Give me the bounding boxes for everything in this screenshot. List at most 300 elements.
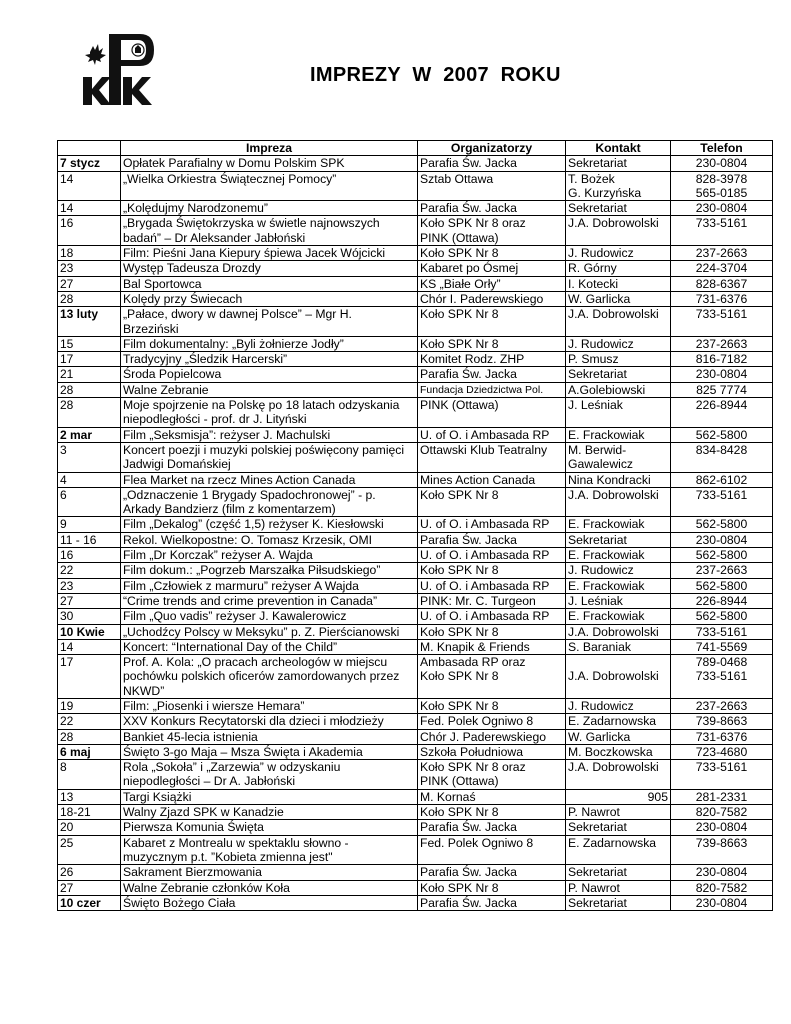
event-organizer	[418, 216, 566, 246]
event-name-line: Walne Zebranie	[123, 382, 209, 397]
phone-line: 224-3704	[695, 261, 748, 276]
phone-line: 825 7774	[696, 382, 747, 397]
event-name-line: „Uchodźcy Polscy w Meksyku” p. Z. Pierścianowski	[123, 624, 400, 639]
event-name-line: Brzeziński	[123, 321, 179, 336]
event-name-line: Film: „Piosenki i wiersze Hemara”	[123, 698, 305, 713]
event-date: 14	[58, 171, 121, 201]
event-organizer	[418, 307, 566, 337]
event-phone	[671, 367, 773, 382]
event-organizer	[418, 291, 566, 306]
event-name	[121, 307, 418, 337]
table-row	[58, 609, 773, 624]
phone-line: 739-8663	[695, 835, 748, 850]
table-row	[58, 382, 773, 397]
event-phone	[671, 805, 773, 820]
phone-line: 733-5161	[695, 624, 748, 639]
table-row	[58, 760, 773, 790]
event-name-line: Bankiet 45-lecia istnienia	[123, 729, 258, 744]
event-contact	[566, 276, 671, 291]
event-date: 2 mar	[58, 427, 121, 442]
organizer-line: Sztab Ottawa	[420, 171, 494, 186]
organizer-line: Koło SPK Nr 8 oraz	[420, 216, 526, 231]
event-phone	[671, 895, 773, 910]
table-row	[58, 487, 773, 517]
event-contact	[566, 487, 671, 517]
event-name-line: Walny Zjazd SPK w Kanadzie	[123, 805, 284, 820]
event-phone	[671, 609, 773, 624]
event-contact	[566, 216, 671, 246]
table-row	[58, 744, 773, 759]
event-phone	[671, 472, 773, 487]
organizer-line: PINK (Ottawa)	[420, 774, 499, 789]
event-phone	[671, 865, 773, 880]
organizer-line: Koło SPK Nr 8	[420, 669, 499, 684]
event-name-line: Film: Pieśni Jana Kiepury śpiewa Jacek Wójcicki	[123, 246, 386, 261]
table-row	[58, 789, 773, 804]
organizer-line: Fed. Polek Ogniwo 8	[420, 835, 534, 850]
column-header-organizers: Organizatorzy	[418, 141, 566, 156]
event-name-line: Jadwigi Domańskiej	[123, 457, 231, 472]
event-name-line: Pierwsza Komunia Święta	[123, 820, 264, 835]
table-row	[58, 276, 773, 291]
event-phone	[671, 835, 773, 865]
event-date: 25	[58, 835, 121, 865]
event-phone	[671, 352, 773, 367]
event-date: 26	[58, 865, 121, 880]
event-date: 13 luty	[58, 307, 121, 337]
event-date: 13	[58, 789, 121, 804]
event-date: 22	[58, 714, 121, 729]
organizer-line: U. of O. i Ambasada RP	[420, 427, 550, 442]
event-date: 16	[58, 548, 121, 563]
contact-line: J.A. Dobrowolski	[568, 307, 659, 322]
event-contact	[566, 760, 671, 790]
contact-line: Sekretariat	[568, 156, 627, 171]
event-name	[121, 276, 418, 291]
contact-line: J.A. Dobrowolski	[568, 487, 659, 502]
event-phone	[671, 427, 773, 442]
phone-line: 230-0804	[695, 895, 748, 910]
organizer-line: M. Knapik & Friends	[420, 639, 530, 654]
table-row	[58, 865, 773, 880]
event-phone	[671, 517, 773, 532]
contact-line: J.A. Dobrowolski	[568, 760, 659, 775]
event-organizer	[418, 427, 566, 442]
event-name-line: Targi Książki	[123, 789, 192, 804]
event-contact	[566, 367, 671, 382]
event-contact	[566, 201, 671, 216]
organizer-line: Chór J. Paderewskiego	[420, 729, 546, 744]
contact-line: M. Berwid-	[568, 442, 627, 457]
organizer-line: PINK: Mr. C. Turgeon	[420, 593, 536, 608]
event-date: 23	[58, 578, 121, 593]
event-name	[121, 427, 418, 442]
phone-line: 226-8944	[695, 593, 748, 608]
phone-line: 562-5800	[695, 548, 748, 563]
event-phone	[671, 760, 773, 790]
table-row	[58, 367, 773, 382]
event-organizer	[418, 352, 566, 367]
event-name	[121, 880, 418, 895]
organizer-line: Koło SPK Nr 8	[420, 624, 499, 639]
event-name	[121, 216, 418, 246]
table-row	[58, 835, 773, 865]
event-organizer	[418, 382, 566, 397]
contact-line: I. Kotecki	[568, 276, 619, 291]
event-contact	[566, 593, 671, 608]
phone-line: 731-6376	[695, 291, 748, 306]
phone-line: 733-5161	[695, 307, 748, 322]
event-name-line: Tradycyjny „Śledzik Harcerski”	[123, 352, 288, 367]
table-row	[58, 517, 773, 532]
event-contact	[566, 805, 671, 820]
event-organizer	[418, 532, 566, 547]
contact-line	[568, 655, 668, 669]
organizer-line: Koło SPK Nr 8	[420, 805, 499, 820]
table-row	[58, 261, 773, 276]
event-name	[121, 655, 418, 699]
column-header-phone: Telefon	[671, 141, 773, 156]
event-contact	[566, 880, 671, 895]
event-contact	[566, 698, 671, 713]
event-organizer	[418, 593, 566, 608]
event-name-line: XXV Konkurs Recytatorski dla dzieci i młodzieży	[123, 714, 384, 729]
organizer-line: U. of O. i Ambasada RP	[420, 517, 550, 532]
event-contact	[566, 835, 671, 865]
contact-line: Sekretariat	[568, 367, 627, 382]
event-organizer	[418, 820, 566, 835]
event-name-line: Kolędy przy Świecach	[123, 291, 243, 306]
event-contact	[566, 655, 671, 699]
event-name	[121, 352, 418, 367]
event-name-line: Film „Człowiek z marmuru” reżyser A Wajda	[123, 578, 359, 593]
event-contact	[566, 532, 671, 547]
event-name-line: Koncert: “International Day of the Child”	[123, 639, 338, 654]
event-organizer	[418, 442, 566, 472]
table-row	[58, 307, 773, 337]
table-row	[58, 246, 773, 261]
contact-line: J.A. Dobrowolski	[568, 216, 659, 231]
event-name-line: Święto 3-go Maja – Msza Święta i Akademia	[123, 744, 363, 759]
event-organizer	[418, 698, 566, 713]
event-date: 6	[58, 487, 121, 517]
column-header-date	[58, 141, 121, 156]
contact-line: S. Baraniak	[568, 639, 632, 654]
event-date: 10 Kwie	[58, 624, 121, 639]
contact-line: W. Garlicka	[568, 291, 631, 306]
event-organizer	[418, 835, 566, 865]
table-row	[58, 442, 773, 472]
event-organizer	[418, 805, 566, 820]
event-name-line: Kabaret z Montrealu w spektaklu słowno -	[123, 835, 349, 850]
event-name-line: „Brygada Świętokrzyska w świetle najnowszych	[123, 216, 380, 231]
event-organizer	[418, 548, 566, 563]
organizer-line: Koło SPK Nr 8	[420, 698, 499, 713]
phone-line: 828-6367	[695, 276, 748, 291]
event-date: 22	[58, 563, 121, 578]
event-phone	[671, 171, 773, 201]
event-contact	[566, 352, 671, 367]
organizer-line: Parafia Św. Jacka	[420, 865, 517, 880]
event-organizer	[418, 517, 566, 532]
event-phone	[671, 655, 773, 699]
organizer-line: Parafia Św. Jacka	[420, 820, 517, 835]
event-contact	[566, 820, 671, 835]
event-contact	[566, 714, 671, 729]
event-contact	[566, 729, 671, 744]
event-date: 17	[58, 655, 121, 699]
event-contact	[566, 398, 671, 428]
event-name-line: „Kolędujmy Narodzonemu”	[123, 201, 268, 216]
phone-line: 230-0804	[695, 820, 748, 835]
phone-line: 237-2663	[695, 698, 748, 713]
event-organizer	[418, 156, 566, 171]
organizer-line: PINK (Ottawa)	[420, 398, 499, 413]
event-name	[121, 609, 418, 624]
event-name-line: Święto Bożego Ciała	[123, 895, 236, 910]
event-name	[121, 563, 418, 578]
organizer-line: Koło SPK Nr 8	[420, 563, 499, 578]
table-row	[58, 352, 773, 367]
event-date: 16	[58, 216, 121, 246]
event-date: 18	[58, 246, 121, 261]
event-phone	[671, 578, 773, 593]
event-date: 28	[58, 382, 121, 397]
table-row	[58, 895, 773, 910]
event-contact	[566, 789, 671, 804]
event-name	[121, 382, 418, 397]
event-phone	[671, 382, 773, 397]
column-header-contact: Kontakt	[566, 141, 671, 156]
event-date: 18-21	[58, 805, 121, 820]
table-row	[58, 216, 773, 246]
phone-line: 739-8663	[695, 714, 748, 729]
event-date: 6 maj	[58, 744, 121, 759]
event-date: 17	[58, 352, 121, 367]
phone-line: 862-6102	[695, 472, 748, 487]
table-row	[58, 171, 773, 201]
event-name-line: Prof. A. Kola: „O pracach archeologów w miejscu	[123, 655, 388, 670]
phone-line: 733-5161	[695, 669, 748, 684]
table-row	[58, 729, 773, 744]
event-contact	[566, 548, 671, 563]
event-name-line: „Wielka Orkiestra Świątecznej Pomocy”	[123, 171, 337, 186]
organizer-line: Koło SPK Nr 8	[420, 487, 499, 502]
organizer-line: Parafia Św. Jacka	[420, 156, 517, 171]
table-row	[58, 624, 773, 639]
event-name	[121, 639, 418, 654]
organizer-line: Fundacja Dziedzictwa Pol.	[420, 383, 544, 396]
event-name-line: Koncert poezji i muzyki polskiej poświęcony pamięci	[123, 442, 405, 457]
organizer-line: U. of O. i Ambasada RP	[420, 578, 550, 593]
organizer-line: U. of O. i Ambasada RP	[420, 548, 550, 563]
event-organizer	[418, 729, 566, 744]
table-row	[58, 156, 773, 171]
table-row	[58, 820, 773, 835]
event-name-line: niepodległości – Dr A. Jabłoński	[123, 774, 296, 789]
contact-line: Sekretariat	[568, 201, 627, 216]
event-date: 8	[58, 760, 121, 790]
event-name	[121, 593, 418, 608]
event-date: 14	[58, 201, 121, 216]
event-date: 15	[58, 336, 121, 351]
organizer-line: Parafia Św. Jacka	[420, 532, 517, 547]
contact-line: P. Smusz	[568, 352, 619, 367]
contact-line: Sekretariat	[568, 532, 627, 547]
event-organizer	[418, 609, 566, 624]
contact-line: Sekretariat	[568, 865, 627, 880]
event-name	[121, 156, 418, 171]
event-organizer	[418, 261, 566, 276]
phone-line: 226-8944	[695, 398, 748, 413]
phone-line: 820-7582	[695, 880, 748, 895]
event-date: 28	[58, 398, 121, 428]
event-contact	[566, 639, 671, 654]
event-organizer	[418, 714, 566, 729]
event-date: 23	[58, 261, 121, 276]
contact-line: E. Frackowiak	[568, 578, 645, 593]
contact-line: J.A. Dobrowolski	[568, 669, 659, 684]
event-phone	[671, 307, 773, 337]
contact-line: Nina Kondracki	[568, 472, 651, 487]
event-organizer	[418, 789, 566, 804]
event-date: 27	[58, 593, 121, 608]
phone-line: 562-5800	[695, 578, 748, 593]
event-name-line: Film „Dr Korczak” reżyser A. Wajda	[123, 548, 313, 563]
table-row	[58, 201, 773, 216]
event-contact	[566, 578, 671, 593]
event-organizer	[418, 655, 566, 699]
organizer-line: Koło SPK Nr 8	[420, 307, 499, 322]
table-row	[58, 880, 773, 895]
event-contact	[566, 865, 671, 880]
kpk-logo	[80, 32, 156, 107]
event-name-line: Film „Dekalog” (część 1,5) reżyser K. Kiesłowski	[123, 517, 384, 532]
event-phone	[671, 216, 773, 246]
contact-line: 905	[647, 789, 668, 804]
event-phone	[671, 246, 773, 261]
event-phone	[671, 593, 773, 608]
page-title: IMPREZY W 2007 ROKU	[310, 64, 561, 86]
event-phone	[671, 487, 773, 517]
contact-line: J. Leśniak	[568, 593, 623, 608]
event-date: 27	[58, 880, 121, 895]
event-name-line: pochówku polskich oficerów zamordowanych przez	[123, 669, 400, 684]
table-row	[58, 714, 773, 729]
event-name	[121, 714, 418, 729]
event-contact	[566, 246, 671, 261]
event-name	[121, 698, 418, 713]
event-date: 20	[58, 820, 121, 835]
table-row	[58, 639, 773, 654]
event-name-line: Środa Popielcowa	[123, 367, 222, 382]
contact-line: T. Bożek	[568, 171, 615, 186]
event-contact	[566, 156, 671, 171]
event-contact	[566, 261, 671, 276]
organizer-line: Koło SPK Nr 8	[420, 880, 499, 895]
organizer-line: Ottawski Klub Teatralny	[420, 442, 548, 457]
event-name	[121, 532, 418, 547]
event-name	[121, 246, 418, 261]
organizer-line: Kabaret po Ósmej	[420, 261, 519, 276]
event-name-line: „Pałace, dwory w dawnej Polsce” – Mgr H.	[123, 307, 352, 322]
contact-line: E. Frackowiak	[568, 548, 645, 563]
event-date: 28	[58, 729, 121, 744]
contact-line: E. Zadarnowska	[568, 835, 657, 850]
organizer-line: Mines Action Canada	[420, 472, 536, 487]
event-name	[121, 398, 418, 428]
event-date: 27	[58, 276, 121, 291]
table-row	[58, 472, 773, 487]
contact-line: E. Frackowiak	[568, 609, 645, 624]
event-name-line: Bal Sportowca	[123, 276, 202, 291]
event-name-line: “Crime trends and crime prevention in Canada”	[123, 593, 378, 608]
phone-line: 237-2663	[695, 246, 748, 261]
event-name	[121, 578, 418, 593]
phone-line: 562-5800	[695, 517, 748, 532]
contact-line: J. Rudowicz	[568, 698, 634, 713]
event-phone	[671, 789, 773, 804]
event-name-line: Film dokumentalny: „Byli żołnierze Jodły”	[123, 336, 344, 351]
table-row	[58, 548, 773, 563]
event-organizer	[418, 865, 566, 880]
event-organizer	[418, 744, 566, 759]
phone-line: 230-0804	[695, 367, 748, 382]
event-date: 10 czer	[58, 895, 121, 910]
event-organizer	[418, 880, 566, 895]
event-organizer	[418, 895, 566, 910]
event-contact	[566, 307, 671, 337]
table-row	[58, 291, 773, 306]
event-name	[121, 820, 418, 835]
contact-line: M. Boczkowska	[568, 744, 653, 759]
event-name	[121, 548, 418, 563]
contact-line: J. Rudowicz	[568, 563, 634, 578]
table-row	[58, 698, 773, 713]
event-name	[121, 805, 418, 820]
event-contact	[566, 744, 671, 759]
event-phone	[671, 729, 773, 744]
contact-line: J.A. Dobrowolski	[568, 624, 659, 639]
phone-line: 789-0468	[695, 655, 748, 670]
contact-line: P. Nawrot	[568, 805, 620, 820]
event-phone	[671, 714, 773, 729]
event-name	[121, 201, 418, 216]
phone-line: 230-0804	[695, 865, 748, 880]
event-date: 14	[58, 639, 121, 654]
event-name-line: NKWD”	[123, 683, 165, 698]
event-name-line: Flea Market na rzecz Mines Action Canada	[123, 472, 356, 487]
event-name-line: niepodległości - prof. dr J. Lityński	[123, 412, 307, 427]
event-phone	[671, 261, 773, 276]
organizer-line: Koło SPK Nr 8	[420, 336, 499, 351]
contact-line: G. Kurzyńska	[568, 185, 642, 200]
contact-line: Gawalewicz	[568, 457, 634, 472]
event-phone	[671, 276, 773, 291]
event-name-line: badań” – Dr Aleksander Jabłoński	[123, 230, 306, 245]
event-name	[121, 472, 418, 487]
contact-line: A.Golebiowski	[568, 382, 646, 397]
event-name	[121, 517, 418, 532]
event-phone	[671, 624, 773, 639]
event-contact	[566, 517, 671, 532]
phone-line: 828-3978	[695, 171, 748, 186]
event-contact	[566, 609, 671, 624]
table-row	[58, 593, 773, 608]
table-row	[58, 805, 773, 820]
event-contact	[566, 895, 671, 910]
contact-line: W. Garlicka	[568, 729, 631, 744]
